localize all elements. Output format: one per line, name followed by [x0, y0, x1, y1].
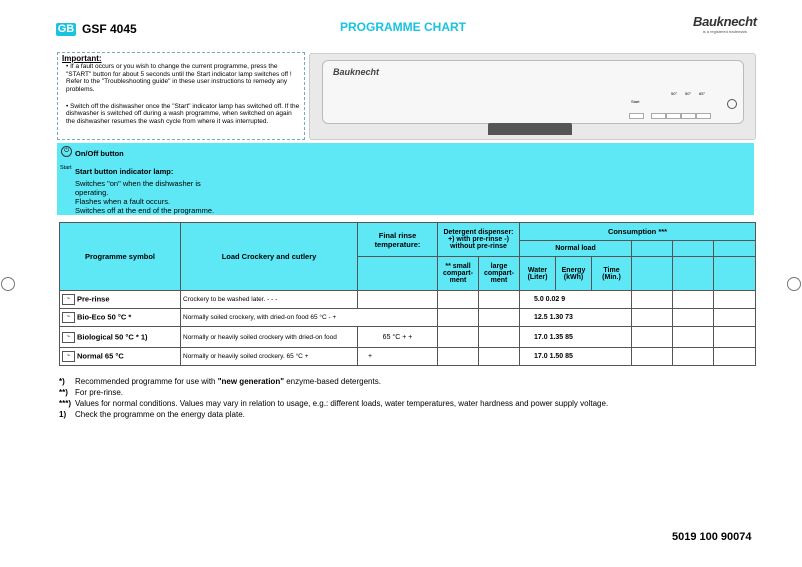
footnote-text	[75, 376, 381, 387]
consumption-values: 5.0 0.02 9	[520, 291, 632, 309]
footnote	[59, 376, 608, 387]
header-consumption: Consumption ***	[520, 223, 756, 241]
empty-cell	[714, 327, 756, 348]
empty-cell	[632, 327, 673, 348]
small-cell	[438, 348, 479, 366]
large-cell	[479, 291, 520, 309]
header-energy: Energy (kWh)	[556, 257, 592, 291]
panel-prog-button-4	[696, 113, 711, 119]
important-notice	[57, 52, 305, 140]
brand-subline: is a registered trademark	[702, 29, 747, 34]
header-rinse-blank	[358, 257, 438, 291]
header-load: Load Crockery and cutlery	[181, 223, 358, 291]
empty-cell	[632, 291, 673, 309]
header-large-compartment: large compart-ment	[479, 257, 520, 291]
button-info-section	[57, 143, 754, 215]
programme-name: Normal 65 °C	[77, 351, 124, 361]
panel-temp-2: 50°	[685, 91, 692, 96]
power-icon: ⏻	[61, 146, 72, 157]
header-detergent: Detergent dispenser: +) with pre-rinse -) without pre-rinse	[438, 223, 520, 257]
header-final-rinse: Final rinse temperature:	[358, 223, 438, 257]
programme-name: Pre-rinse	[77, 294, 110, 304]
panel-prog-button-2	[666, 113, 681, 119]
table-row	[60, 309, 756, 327]
empty-cell	[673, 309, 714, 327]
footnote-pre: Recommended programme for use with	[75, 377, 218, 386]
registration-mark-right	[787, 277, 801, 291]
header-empty-4	[632, 257, 673, 291]
consumption-values: 12.5 1.30 73	[520, 309, 632, 327]
door-handle	[488, 123, 572, 135]
header-empty-6	[714, 257, 756, 291]
start-lamp-line-1: Switches "on" when the dishwasher is	[75, 179, 201, 188]
onoff-label: On/Off button	[75, 149, 124, 158]
empty-cell	[673, 327, 714, 348]
control-panel-face	[322, 60, 744, 124]
document-code: 5019 100 90074	[672, 531, 752, 543]
large-cell	[479, 309, 520, 327]
biological-icon: ~	[62, 332, 75, 343]
consumption-values: 17.0 1.50 85	[520, 348, 632, 366]
rinse-cell: +	[358, 348, 438, 366]
header-empty-2	[673, 241, 714, 257]
start-tag: Start	[60, 165, 72, 171]
panel-prog-button-1	[651, 113, 666, 119]
footnote-mark: *)	[59, 377, 65, 386]
footnote-mark: **)	[59, 388, 68, 397]
footnote	[59, 387, 608, 398]
programme-name: Bio-Eco 50 °C *	[77, 312, 132, 322]
panel-prog-button-3	[681, 113, 696, 119]
header-water: Water (Liter)	[520, 257, 556, 291]
start-lamp-line-2: operating.	[75, 188, 109, 197]
panel-temp-1: 50°	[671, 91, 678, 96]
registration-mark-left	[1, 277, 15, 291]
empty-cell	[632, 348, 673, 366]
load-cell: Crockery to be washed later. - - -	[181, 291, 358, 309]
country-badge: GB	[57, 23, 75, 35]
header-programme-symbol: Programme symbol	[60, 223, 181, 291]
pre-rinse-icon: ~	[62, 294, 75, 305]
footnotes	[59, 376, 608, 420]
bio-eco-icon: ~	[62, 312, 75, 323]
footnote-mark: ***)	[59, 399, 72, 408]
programme-cell	[60, 291, 181, 309]
consumption-values: 17.0 1.35 85	[520, 327, 632, 348]
table-row	[60, 291, 756, 309]
rinse-cell	[358, 291, 438, 309]
important-paragraph-2: • Switch off the dishwasher once the "Start" indicator lamp has switched off. If the dishwasher is switched off during a wash programme, when switched on again the dishwasher resumes the wash cycle from where it was interrupted.	[66, 103, 300, 125]
programme-name: Biological 50 °C * 1)	[77, 331, 148, 341]
panel-brand: Bauknecht	[333, 67, 380, 77]
panel-temp-3: 65°	[699, 91, 706, 96]
footnote	[59, 409, 608, 420]
programme-table	[59, 222, 756, 366]
normal-icon: ~	[62, 351, 75, 362]
panel-power-icon	[727, 99, 737, 109]
large-cell	[479, 327, 520, 348]
empty-cell	[673, 291, 714, 309]
footnote-text: Check the programme on the energy data plate.	[75, 410, 245, 419]
header-normal-load: Normal load	[520, 241, 632, 257]
header-empty-1	[632, 241, 673, 257]
header-empty-3	[714, 241, 756, 257]
large-cell	[479, 348, 520, 366]
empty-cell	[714, 291, 756, 309]
load-cell: Normally or heavily soiled crockery. 65 °C +	[181, 348, 358, 366]
empty-cell	[714, 348, 756, 366]
header-time: Time (Min.)	[592, 257, 632, 291]
important-heading: Important:	[62, 54, 102, 63]
brand-logo	[693, 14, 757, 34]
programme-cell	[60, 348, 181, 366]
footnote-mark: 1)	[59, 410, 67, 419]
important-paragraph-1: • If a fault occurs or you wish to change the current programme, press the "START" button for about 5 seconds until the Start indicator lamp switches off ! Refer to the "Troubleshooting guide" in these user instructions to remedy any problems.	[66, 63, 292, 93]
header-small-compartment: ** small compart-ment	[438, 257, 479, 291]
control-panel-illustration	[309, 53, 756, 140]
footnote-post: enzyme-based detergents.	[284, 377, 381, 386]
panel-start-button	[629, 113, 644, 119]
programme-cell	[60, 327, 181, 348]
header-empty-5	[673, 257, 714, 291]
load-cell: Normally soiled crockery, with dried-on food 65 °C - +	[181, 309, 438, 327]
start-lamp-line-4: Switches off at the end of the programme.	[75, 206, 215, 215]
table-row	[60, 348, 756, 366]
page-title: PROGRAMME CHART	[340, 20, 466, 34]
table-row	[60, 327, 756, 348]
start-lamp-line-3: Flashes when a fault occurs.	[75, 197, 171, 206]
small-cell	[438, 309, 479, 327]
footnote-text: For pre-rinse.	[75, 388, 124, 397]
rinse-cell: 65 °C + +	[358, 327, 438, 348]
start-lamp-title: Start button indicator lamp:	[75, 167, 174, 176]
empty-cell	[632, 309, 673, 327]
footnote-text: Values for normal conditions. Values may vary in relation to usage, e.g.: different loads, water temperatures, water hardness and power supply voltage.	[75, 399, 609, 408]
small-cell	[438, 291, 479, 309]
empty-cell	[714, 309, 756, 327]
programme-cell	[60, 309, 181, 327]
panel-start-label: Start	[631, 99, 640, 104]
load-cell: Normally or heavily soiled crockery with dried-on food	[181, 327, 358, 348]
model-number: GSF 4045	[82, 22, 137, 36]
small-cell	[438, 327, 479, 348]
brand-name: Bauknecht	[693, 14, 757, 29]
footnote-bold: "new generation"	[217, 377, 284, 386]
empty-cell	[673, 348, 714, 366]
footnote	[59, 398, 608, 409]
